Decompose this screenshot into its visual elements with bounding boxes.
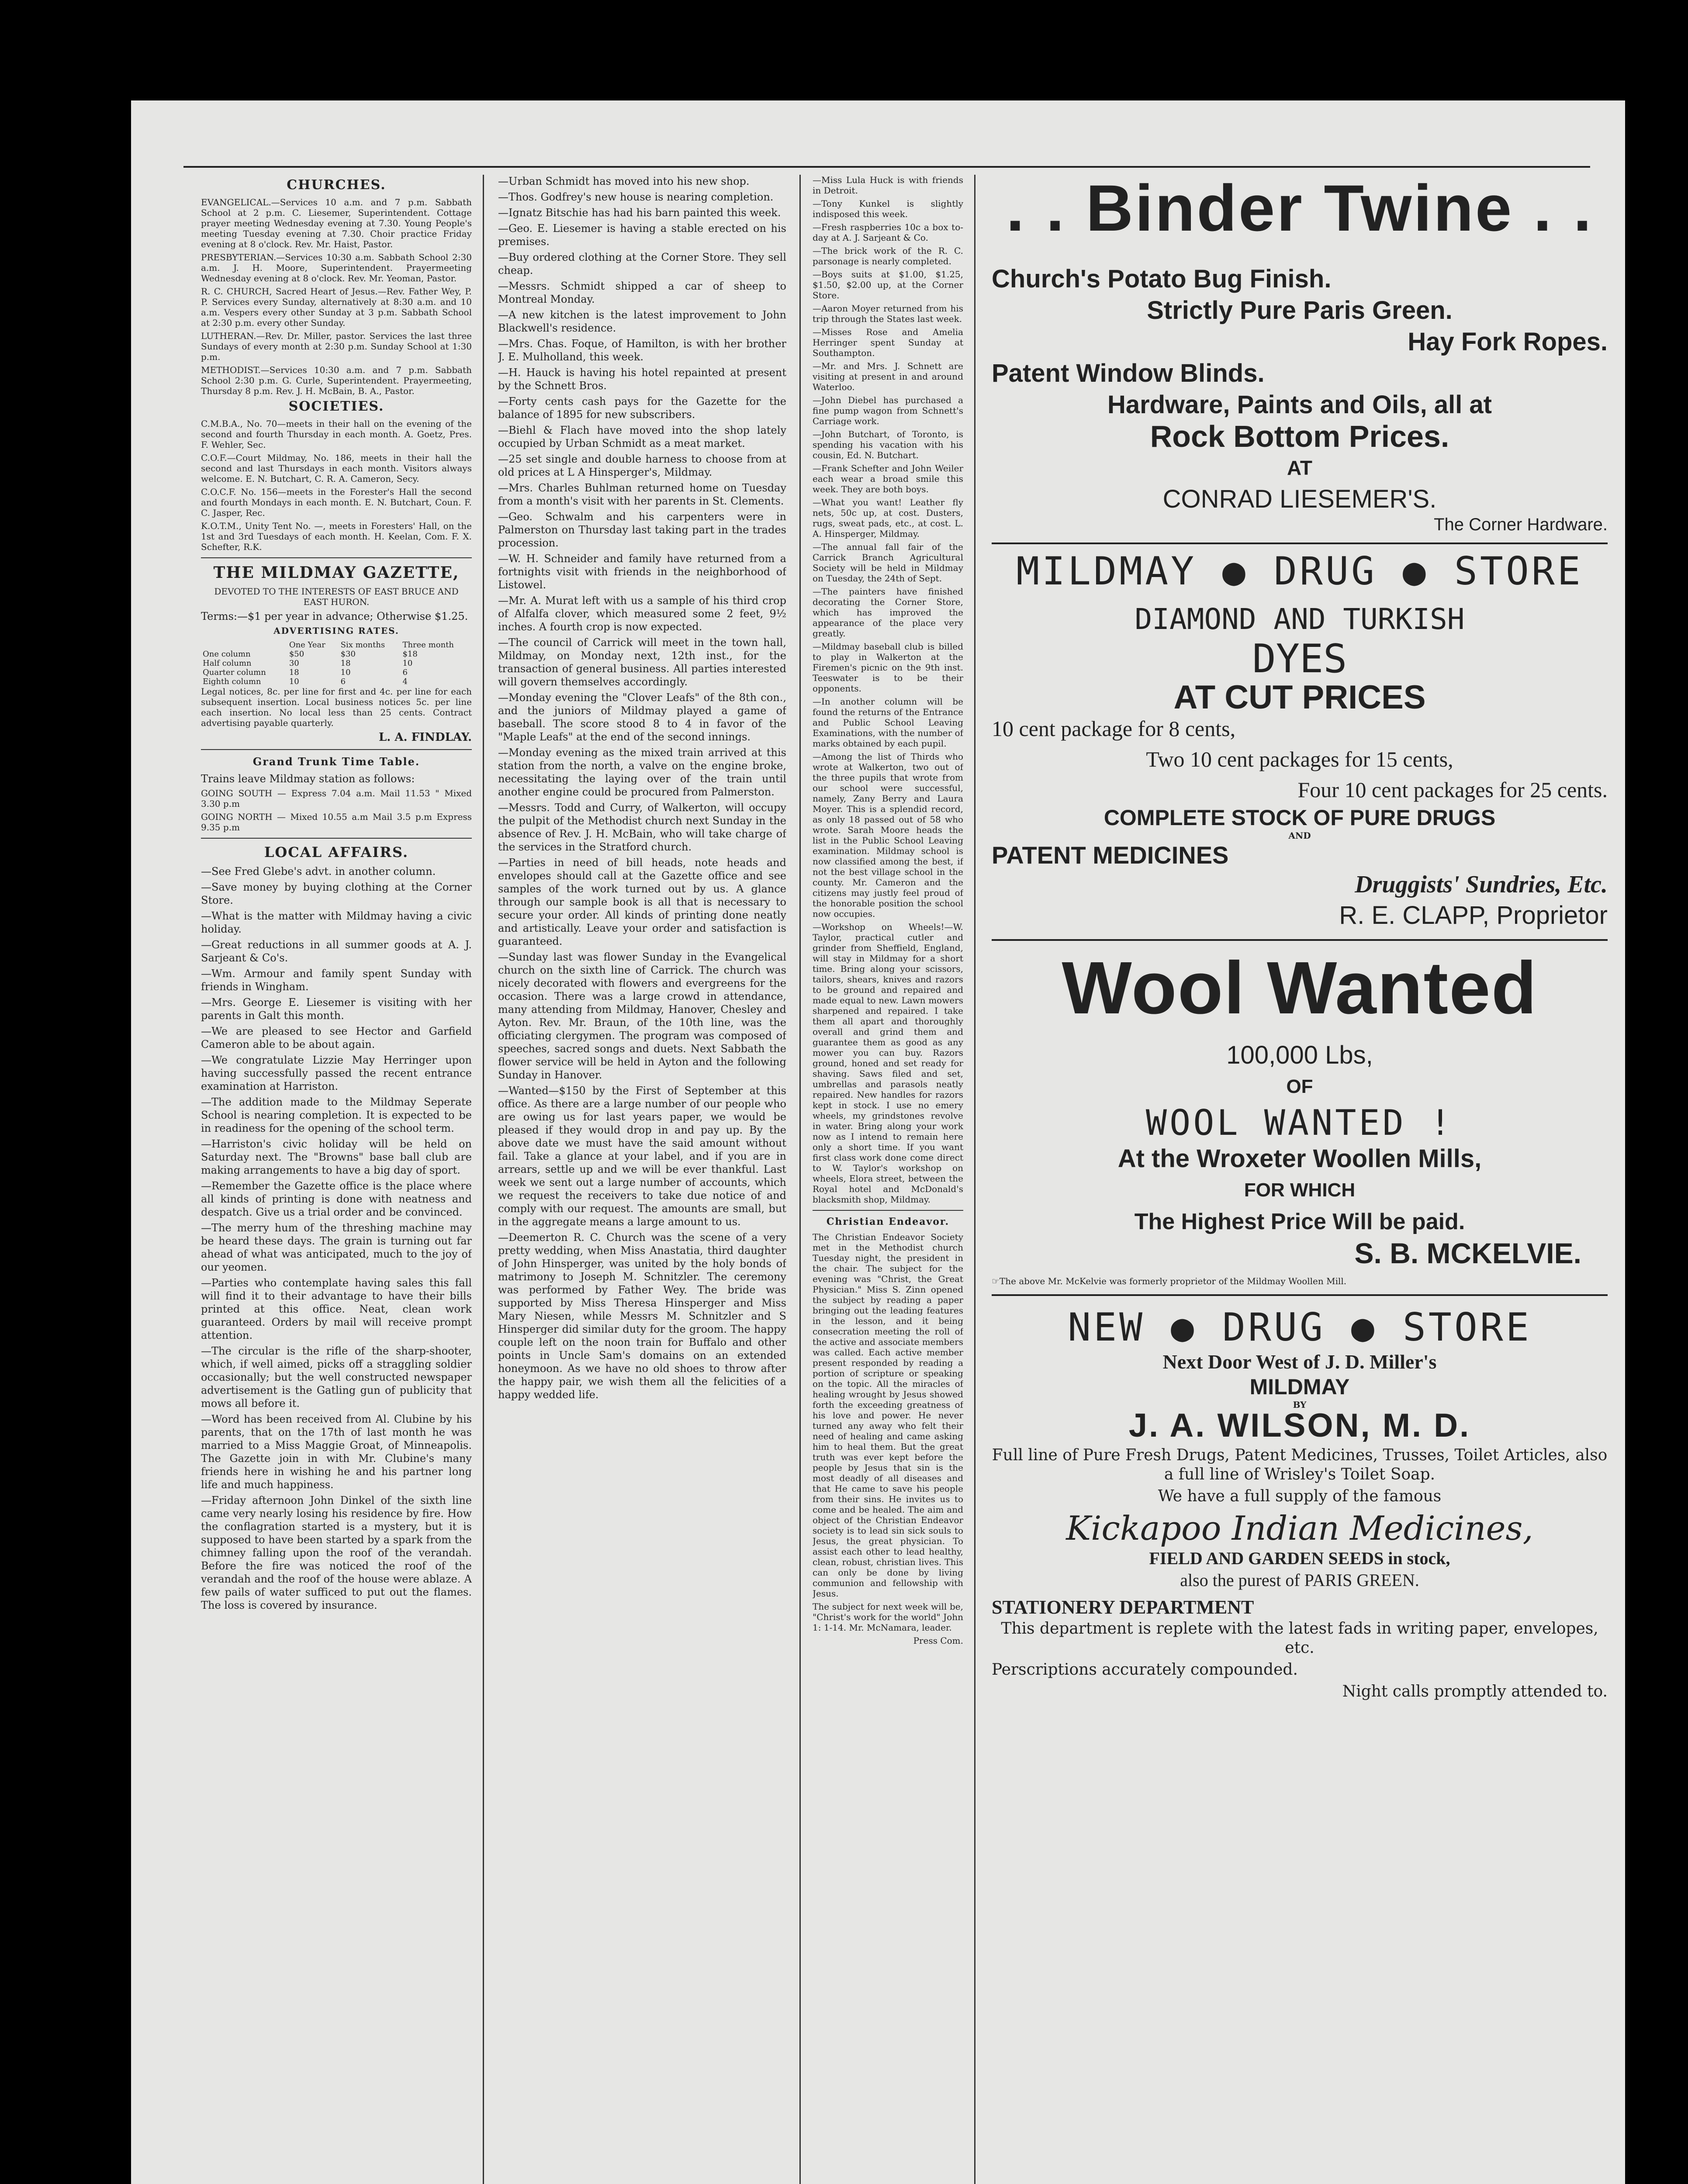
- rates-cell: $30: [340, 650, 356, 659]
- table-row: [201, 650, 472, 659]
- rates-cell: 4: [402, 677, 408, 686]
- rates-header-cell: Three month: [402, 640, 454, 650]
- ad-line: Hardware, Paints and Oils, all at: [1107, 390, 1492, 419]
- local-affairs-heading: LOCAL AFFAIRS.: [264, 844, 409, 860]
- table-row: [201, 659, 472, 668]
- local-item: —Wm. Armour and family spent Sunday with friends in Wingham.: [201, 968, 472, 993]
- local-item: —Thos. Godfrey's new house is nearing completion.: [498, 191, 774, 203]
- local-item: —Mrs. Chas. Foque, of Hamilton, is with her brother J. E. Mulholland, this week.: [498, 338, 786, 363]
- rates-cell: 6: [402, 668, 408, 677]
- ad-line: Full line of Pure Fresh Drugs, Patent Medicines, Trusses, Toilet Articles, also a full line of Wrisley's Toilet Soap.: [992, 1446, 1608, 1483]
- society-listing: C.M.B.A., No. 70—meets in their hall on the evening of the second and fourth Thursday in each month. A. Goetz, Pres. F. Wehler, Sec.: [201, 418, 472, 450]
- local-item: —Monday evening as the mixed train arrived at this station from the north, a valve on the engine broke, necessitating the laying over of the train until another engine could be procured from Palmerston.: [498, 746, 786, 798]
- local-item: —Remember the Gazette office is the place where all kinds of printing is done with neatness and despatch. Give us a trial order and be convinced.: [201, 1180, 472, 1218]
- rates-header-cell: [201, 640, 287, 650]
- ad-line: FOR WHICH: [1244, 1179, 1356, 1201]
- churches-heading: CHURCHES.: [287, 177, 386, 193]
- local-item: —Geo. E. Liesemer is having a stable erected on his premises.: [498, 222, 786, 248]
- local-item: —A new kitchen is the latest improvement to John Blackwell's residence.: [498, 309, 786, 334]
- ad-line: Four 10 cent packages for 25 cents.: [1297, 778, 1608, 802]
- local-item: —Geo. Schwalm and his carpenters were in Palmerston on Thursday last taking part in the trades procession.: [498, 511, 786, 549]
- local-item: —Workshop on Wheels!—W. Taylor, practical cutler and grinder from Sheffield, England, will stay in Mildmay for a short time. Bring along your scissors, tailors, shears, knives and razors to be ground and repaired and made equal to new. Lawn mowers sharpened and repaired. I take them all apart and thoroughly overall and grind them and guarantee them as good as any mower you can buy. Razors ground, honed and set ready for shaving. Saws filed and set, umbrellas and parasols neatly repaired. New handles for razors kept in stock. I use no emery wheels, my grindstones revolve in water. Bring along your work now as I intend to remain here only a short time. If you want first class work done come direct to W. Taylor's workshop on wheels, Elora street, between the Royal hotel and McDonald's blacksmith shop, Mildmay.: [813, 922, 963, 1205]
- local-item: —W. H. Schneider and family have returned from a fortnights visit with friends in the neighborhood of Listowel.: [498, 553, 786, 591]
- local-item: —Mr. and Mrs. J. Schnett are visiting at present in and around Waterloo.: [813, 361, 963, 392]
- divider: [201, 838, 472, 839]
- local-item: —The addition made to the Mildmay Seperate School is nearing completion. It is expected to be in readiness for the opening of the school term.: [201, 1096, 472, 1134]
- local-item: —Mrs. George E. Liesemer is visiting with her parents in Galt this month.: [201, 996, 472, 1022]
- ad-line: Next Door West of J. D. Miller's: [1162, 1351, 1437, 1373]
- divider: [201, 749, 472, 750]
- ad-line: The Corner Hardware.: [1434, 515, 1608, 534]
- rates-cell: 10: [340, 668, 351, 677]
- local-item: —The council of Carrick will meet in the town hall, Mildmay, on Monday next, 12th inst., for the transaction of general business. All parties interested will govern themselves accordingly.: [498, 636, 786, 688]
- column-rule: [974, 175, 975, 2184]
- local-item: —John Diebel has purchased a fine pump wagon from Schnett's Carriage work.: [813, 395, 963, 426]
- ad-line: OF: [1286, 1076, 1313, 1097]
- local-item: —Messrs. Schmidt shipped a car of sheep to Montreal Monday.: [498, 280, 786, 305]
- ad-line: J. A. WILSON, M. D.: [1128, 1407, 1471, 1444]
- local-item: —What you want! Leather fly nets, 50c up, at cost. Dusters, rugs, sweat pads, etc., at cost. L. A. Hinsperger, Mildmay.: [813, 497, 963, 539]
- local-item: —Buy ordered clothing at the Corner Store. They sell cheap.: [498, 251, 786, 276]
- christian-endeavor-text: The Christian Endeavor Society met in the Methodist church Tuesday night, the president in the chair. The subject for the evening was "Christ, the Great Physician." Miss S. Zinn opened the subject by reading a paper bringing out the leading features in the lesson, and it being consecration meeting the roll of the active and associate members was called. Each active member present responded by reading a portion of scripture or speaking on the topic. All the miracles of healing wrought by Jesus showed forth the exceeding greatness of his love and power. He never turned any away who felt their need of healing and came asking him to heal them. But the great truth was ever kept before the people by Jesus that sin is the most deadly of all diseases and that He came to save his people from their sins. He invites us to come and be healed. The aim and object of the Christian Endeavor society is to lead sin sick souls to Jesus, the great physician. To assist each other to lead healthy, clean, robust, christian lives. This can only be done by living communion and fellowship with Jesus.: [813, 1232, 963, 1599]
- local-item: —Monday evening the "Clover Leafs" of the 8th con., and the juniors of Mildmay played a game of baseball. The score stood 8 to 4 in favor of the "Maple Leafs" at the end of the second innings.: [498, 691, 786, 743]
- ad-line: DYES: [1252, 636, 1347, 682]
- rates-note: Legal notices, 8c. per line for first and 4c. per line for each subsequent insertion. Local business notices 5c. per line each insertion. No local less than 25 cents. Contract advertising payable quarterly.: [201, 686, 472, 728]
- trunk-north: GOING NORTH — Mixed 10.55 a.m Mail 3.5 p.m Express 9.35 p.m: [201, 812, 472, 833]
- publisher: L. A. FINDLAY.: [378, 731, 472, 744]
- local-item: —In another column will be found the returns of the Entrance and Public School Leaving Examinations, with the number of marks obtained by each pupil.: [813, 696, 963, 749]
- local-item: —Boys suits at $1.00, $1.25, $1.50, $2.00 up, at the Corner Store.: [813, 269, 963, 301]
- trunk-heading: Grand Trunk Time Table.: [253, 755, 420, 768]
- church-listing: EVANGELICAL.—Services 10 a.m. and 7 p.m. Sabbath School at 2 p.m. C. Liesemer, Superintendent. Cottage prayer meeting Wednesday evening at 7.30. Young People's meeting Tuesday evening at 7.30. Choir practice Friday evening at 8 o'clock. Rev. Mr. Haist, Pastor.: [201, 197, 472, 249]
- new-drug-store-ad: [992, 1296, 1608, 1713]
- binder-twine-ad: [992, 166, 1608, 544]
- ad-line: Two 10 cent packages for 15 cents,: [1146, 747, 1453, 771]
- ad-line: WOOL WANTED !: [1145, 1102, 1454, 1143]
- local-item: —Mildmay baseball club is billed to play in Walkerton at the Firemen's picnic on the 9th inst. Teeswater is to be their opponents.: [813, 641, 963, 694]
- local-item: —Save money by buying clothing at the Corner Store.: [201, 881, 472, 906]
- ad-line: Perscriptions accurately compounded.: [992, 1661, 1298, 1679]
- local-item: —Aaron Moyer returned from his trip through the States last week.: [813, 303, 963, 324]
- rates-cell: $18: [402, 650, 418, 659]
- local-item: —Great reductions in all summer goods at A. J. Sarjeant & Co's.: [201, 939, 472, 964]
- church-listing: R. C. CHURCH, Sacred Heart of Jesus.—Rev. Father Wey, P. P. Services every Sunday, alternatively at 8:30 a.m. and 10 a.m. Vespers every other Sunday at 3 p.m. Sabbath School at 2:30 p.m. every other Sunday.: [201, 286, 472, 328]
- ad-line: Druggists' Sundries, Etc.: [1355, 871, 1608, 898]
- church-listing: METHODIST.—Services 10:30 a.m. and 7 p.m. Sabbath School 2:30 p.m. G. Curle, Superintendent. Prayermeeting, Thursday 8 p.m. Rev. J. H. McBain, B. A., Pastor.: [201, 365, 472, 396]
- newspaper-page: [131, 100, 1625, 2184]
- ad-title: Wool Wanted: [1062, 947, 1538, 1030]
- ad-title: MILDMAY ● DRUG ● STORE: [1016, 549, 1583, 594]
- local-item: —Biehl & Flach have moved into the shop lately occupied by Urban Schmidt as a meat market.: [498, 424, 786, 449]
- local-item: —Among the list of Thirds who wrote at Walkerton, two out of the three pupils that wrote from our school were successful, namely, Zany Berry and Laura Moyer. This is a splendid record, as only 18 passed out of 58 who wrote. Sarah Moore heads the list in the Public School Leaving examination. Mildmay school is now classified among the best, if not the best village school in the county. Mr. Cameron and the citizens may justly feel proud of the honorable position the school now occupies.: [813, 751, 963, 919]
- local-item: —Messrs. Todd and Curry, of Walkerton, will occupy the pulpit of the Methodist church next Sunday in the absence of Rev. J. H. McBain, who will take charge of the services in the Stratford church.: [498, 802, 786, 853]
- local-item: —Harriston's civic holiday will be held on Saturday next. The "Browns" base ball club are making arrangements to have a big day of sport.: [201, 1138, 472, 1176]
- local-item: —The merry hum of the threshing machine may be heard these days. The grain is turning out far ahead of what was anticipated, much to the joy of our yeomen.: [201, 1222, 472, 1273]
- ad-line: AND: [1288, 830, 1311, 841]
- local-item: —Word has been received from Al. Clubine by his parents, that on the 17th of last month he was married to a Miss Maggie Groat, of Minneapolis. The Gazette join in with Mr. Clubine's many friends here in wishing he and his partner long life and much happiness.: [201, 1413, 472, 1491]
- ad-line: The Highest Price Will be paid.: [1134, 1209, 1465, 1234]
- local-item: —Friday afternoon John Dinkel of the sixth line came very nearly losing his residence by fire. How the conflagration started is a mystery, but it is supposed to have been started by a spark from the chimney falling upon the roof of the verandah. Before the fire was noticed the roof of the verandah and the roof of the house were ablaze. A few pails of water sufficed to put out the flames. The loss is covered by insurance.: [201, 1494, 472, 1611]
- local-item: —Parties in need of bill heads, note heads and envelopes should call at the Gazette office and see samples of the work turned out by us. A glance through our sample book is all that is necessary to secure your order. All kinds of printing done neatly and artistically. Leave your order and satisfaction is guaranteed.: [498, 857, 786, 947]
- rates-cell: 18: [289, 668, 299, 677]
- ad-line: FIELD AND GARDEN SEEDS in stock,: [1149, 1548, 1450, 1568]
- rates-cell: One column: [203, 650, 251, 659]
- ad-line: At the Wroxeter Woollen Mills,: [1117, 1144, 1482, 1173]
- local-item: —Tony Kunkel is slightly indisposed this week.: [813, 198, 963, 219]
- rates-cell: Quarter column: [203, 668, 266, 677]
- rates-cell: $50: [289, 650, 304, 659]
- local-item: —See Fred Glebe's advt. in another column.: [201, 865, 436, 878]
- ad-ornament: [992, 246, 1608, 263]
- ad-line: PATENT MEDICINES: [992, 841, 1229, 869]
- society-listing: C.O.F.—Court Mildmay, No. 186, meets in their hall the second and last Thursdays in each month. Visitors always welcome. E. N. Butchart, C. R. A. Cameron, Secy.: [201, 453, 472, 484]
- column-rule: [799, 175, 801, 2184]
- trunk-south: GOING SOUTH — Express 7.04 a.m. Mail 11.53 " Mixed 3.30 p.m: [201, 788, 472, 809]
- local-item: —The circular is the rifle of the sharp-shooter, which, if well aimed, picks off a straggling soldier occasionally; but the well constructed newspaper advertisement is the Gatling gun of publicity that mows all before it.: [201, 1345, 472, 1410]
- rates-cell: 18: [340, 659, 351, 668]
- rates-header-cell: Six months: [340, 640, 385, 650]
- divider: [813, 1210, 963, 1211]
- local-item: —The painters have finished decorating the Corner Store, which has improved the appearance of the place very greatly.: [813, 586, 963, 639]
- rates-cell: 10: [289, 677, 299, 686]
- local-item: —Misses Rose and Amelia Herringer spent Sunday at Southampton.: [813, 327, 963, 358]
- ad-line: 100,000 Lbs,: [1226, 1041, 1373, 1069]
- ad-line: COMPLETE STOCK OF PURE DRUGS: [1103, 805, 1496, 830]
- ad-line: S. B. MCKELVIE.: [1354, 1237, 1581, 1269]
- ad-line: CONRAD LIESEMER'S.: [1162, 485, 1437, 513]
- devoted-line: DEVOTED TO THE INTERESTS OF EAST BRUCE AND EAST HURON.: [214, 586, 459, 607]
- ad-line: 10 cent package for 8 cents,: [992, 716, 1236, 741]
- rates-table: [201, 640, 472, 686]
- rates-cell: 6: [340, 677, 346, 686]
- ad-line: Strictly Pure Paris Green.: [1147, 296, 1453, 325]
- local-item: —Mr. A. Murat left with us a sample of his third crop of Alfalfa clover, which measured some 2 feet, 9½ inches. A fourth crop is now expected.: [498, 594, 786, 633]
- terms: Terms:—$1 per year in advance; Otherwise $1.25.: [201, 610, 468, 622]
- masthead: THE MILDMAY GAZETTE,: [213, 563, 460, 582]
- ad-line: DIAMOND AND TURKISH: [1135, 602, 1465, 636]
- local-item: —We are pleased to see Hector and Garfield Cameron able to be about again.: [201, 1025, 472, 1051]
- ad-line: R. E. CLAPP, Proprietor: [1339, 901, 1608, 930]
- press-com: Press Com.: [913, 1635, 963, 1646]
- local-item: —Frank Schefter and John Weiler each wear a broad smile this week. They are both boys.: [813, 463, 963, 494]
- local-item: —25 set single and double harness to choose from at old prices at L A Hinsperger's, Mildmay.: [498, 453, 786, 478]
- local-item: —Mrs. Charles Buhlman returned home on Tuesday from a month's visit with her parents in St. Clements.: [498, 482, 786, 507]
- christian-endeavor-heading: Christian Endeavor.: [826, 1216, 950, 1227]
- mildmay-drug-store-ad: [992, 544, 1608, 941]
- local-item: —Urban Schmidt has moved into his new shop.: [498, 175, 750, 187]
- ad-line: AT: [1287, 456, 1312, 479]
- ad-title: . . Binder Twine . .: [1006, 171, 1593, 245]
- local-item: —Deemerton R. C. Church was the scene of a very pretty wedding, when Miss Anastatia, third daughter of John Hinsperger, was united by the holy bonds of matrimony to Joseph M. Schnitzler. The ceremony was performed by Father Wey. The bride was supported by Miss Theresa Hinsperger and Miss Mary Niesen, while Messrs M. Schnitzler and S Hinsperger did similar duty for the groom. The happy couple left on the noon train for Buffalo and other points in Uncle Sam's domains on an extended honeymoon. As we have no old shoes to throw after the happy pair, we wish them all the felicities of a happy wedded life.: [498, 1231, 786, 1401]
- ad-line: Hay Fork Ropes.: [1408, 328, 1608, 356]
- ad-line: Rock Bottom Prices.: [1150, 419, 1449, 453]
- ads-column: [992, 166, 1608, 1713]
- column-3: [813, 175, 963, 2184]
- rates-cell: Half column: [203, 659, 252, 668]
- ad-title: NEW ● DRUG ● STORE: [1068, 1305, 1532, 1350]
- column-1: [201, 175, 472, 2184]
- rates-header-cell: One Year: [289, 640, 325, 650]
- church-listing: LUTHERAN.—Rev. Dr. Miller, pastor. Services the last three Sundays of every month at 2:30 p.m. Sunday School at 1:30 p.m.: [201, 331, 472, 362]
- ad-line: Kickapoo Indian Medicines,: [1066, 1509, 1533, 1548]
- ad-line: AT CUT PRICES: [1173, 679, 1426, 716]
- local-item: —The brick work of the R. C. parsonage is nearly completed.: [813, 245, 963, 266]
- society-listing: K.O.T.M., Unity Tent No. —, meets in Foresters' Hall, on the 1st and 3rd Tuesdays of each month. H. Keelan, Com. F. X. Schefter, R.K.: [201, 521, 472, 552]
- table-row: [201, 677, 472, 686]
- local-item: —What is the matter with Mildmay having a civic holiday.: [201, 910, 472, 935]
- ad-note: ☞The above Mr. McKelvie was formerly proprietor of the Mildmay Woollen Mill.: [992, 1276, 1347, 1286]
- column-rule: [483, 175, 484, 2184]
- ad-line: MILDMAY: [1249, 1375, 1350, 1399]
- local-item: —Sunday last was flower Sunday in the Evangelical church on the sixth line of Carrick. The church was nicely decorated with flowers and evergreens for the occasion. There was a large crowd in attendance, many attending from Mildmay, Hanover, Chesley and Ayton. Rev. Mr. Braun, of the 10th line, was the officiating clergymen. The program was composed of speeches, sacred songs and duets. Next Sabbath the flower service will be held in Ayton and the following Sunday in Hanover.: [498, 951, 786, 1081]
- trunk-intro: Trains leave Mildmay station as follows:: [201, 773, 415, 785]
- local-item: —Forty cents cash pays for the Gazette for the balance of 1895 for new subscribers.: [498, 395, 786, 421]
- local-item: —Miss Lula Huck is with friends in Detroit.: [813, 175, 963, 196]
- rates-header-row: [201, 640, 472, 650]
- local-item: —Fresh raspberries 10c a box to-day at A. J. Sarjeant & Co.: [813, 222, 963, 243]
- rates-cell: Eighth column: [203, 677, 261, 686]
- wool-wanted-ad: [992, 941, 1608, 1296]
- ad-line: Night calls promptly attended to.: [1342, 1683, 1608, 1700]
- local-item: —Wanted—$150 by the First of September at this office. As there are a large number of our people who are owing us for last years paper, we would be pleased if they would drop in and pay up. By the above date we must have the said amount without fail. Take a glance at your label, and if you are in arrears, settle up and we will be ever thankful. Last week we sent out a large number of accounts, which we request the receivers to take due notice of and comply with our request. The amounts are small, but in the aggregate means a large amount to us.: [498, 1085, 786, 1228]
- ad-line: also the purest of PARIS GREEN.: [1180, 1570, 1419, 1590]
- ad-line: We have a full supply of the famous: [1158, 1487, 1442, 1505]
- local-item: —Parties who contemplate having sales this fall will find it to their advantage to have their bills printed at this office. Neat, clean work guaranteed. Orders by mail will receive prompt attention.: [201, 1277, 472, 1341]
- ad-line: Church's Potato Bug Finish.: [992, 265, 1332, 293]
- church-listing: PRESBYTERIAN.—Services 10:30 a.m. Sabbath School 2:30 a.m. J. H. Moore, Superintendent. Prayermeeting Wednesday evening at 8 o'clock. Rev. Mr. Yeoman, Pastor.: [201, 252, 472, 283]
- local-item: —The annual fall fair of the Carrick Branch Agricultural Society will be held in Mildmay on Tuesday, the 24th of Sept.: [813, 542, 963, 584]
- society-listing: C.O.C.F. No. 156—meets in the Forester's Hall the second and fourth Mondays in each month. E. N. Butchart, Coun. F. C. Jasper, Rec.: [201, 487, 472, 518]
- local-item: —John Butchart, of Toronto, is spending his vacation with his cousin, Ed. N. Butchart.: [813, 429, 963, 460]
- ad-line: Patent Window Blinds.: [992, 359, 1265, 387]
- rates-cell: 30: [289, 659, 299, 668]
- local-item: —H. Hauck is having his hotel repainted at present by the Schnett Bros.: [498, 366, 786, 392]
- societies-heading: SOCIETIES.: [288, 399, 384, 414]
- local-item: —We congratulate Lizzie May Herringer upon having successfully passed the recent entrance examination at Harriston.: [201, 1054, 472, 1092]
- rates-heading: ADVERTISING RATES.: [273, 625, 399, 636]
- christian-endeavor-text: The subject for next week will be, "Christ's work for the world" John 1: 1-14. Mr. McNamara, leader.: [813, 1601, 963, 1633]
- rates-cell: 10: [402, 659, 413, 668]
- ad-line: BY: [1293, 1400, 1307, 1410]
- divider: [201, 557, 472, 558]
- table-row: [201, 668, 472, 677]
- local-item: —Ignatz Bitschie has had his barn painted this week.: [498, 207, 781, 219]
- column-2: [498, 175, 786, 2184]
- ad-line: This department is replete with the latest fads in writing paper, envelopes, etc.: [1001, 1620, 1598, 1657]
- ad-line: STATIONERY DEPARTMENT: [992, 1597, 1254, 1618]
